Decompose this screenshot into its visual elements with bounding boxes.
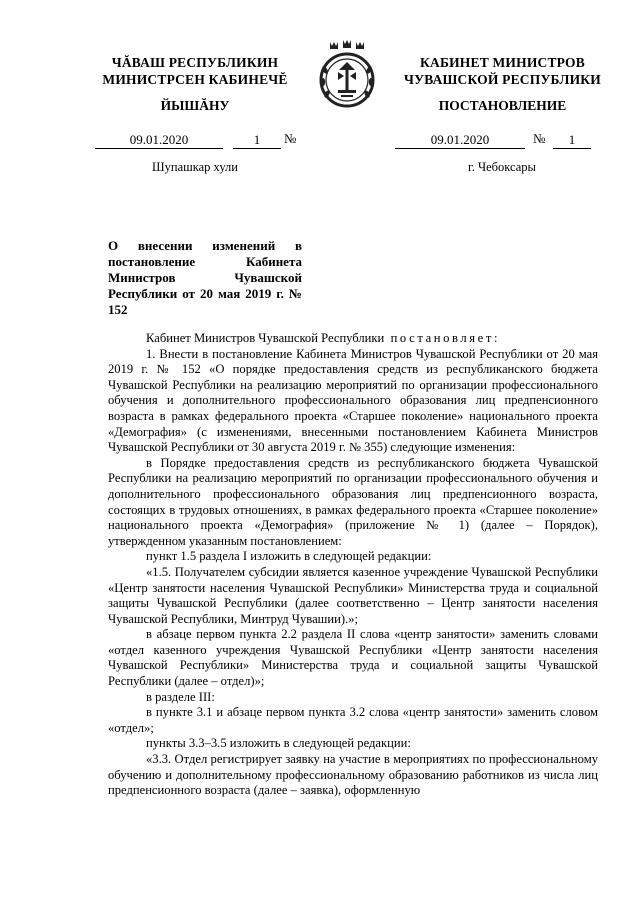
paragraph-order-intro: в Порядке предоставления средств из республиканского бюджета Чувашской Республики на реализацию мероприятий по организации профессионального обучения и дополнительного профессионального образования лиц предпенсионного возраста, состоящих в трудовых отношениях, в рамках федерального проекта «Старшее поколение» национального проекта «Демография» (приложение № 1) (далее – Порядок), утвержденном указанным постановлением: [108,455,598,548]
intro-verb: постановляет: [390,331,501,345]
registration-left-date: 09.01.2020 [95,132,223,149]
chuvash-republic-coat-of-arms-icon [316,40,378,110]
registration-right-date: 09.01.2020 [395,132,525,149]
number-sign-left: № [284,131,297,146]
doctype-left: ЙЫШĂНУ [160,98,230,113]
header-right-line1: КАБИНЕТ МИНИСТРОВ [420,55,585,70]
header-left-block [95,54,295,88]
paragraph-point-2-2: в абзаце первом пункта 2.2 раздела II слова «центр занятости» заменить словами «отдел казенного учреждения Чувашской Республики «Центр занятости населения Чувашской Республики» Министерства труда и социальной защиты Чувашской Республики (далее – отдел)»; [108,627,598,689]
paragraph-point-3-1: в пункте 3.1 и абзаце первом пункта 3.2 слова «центр занятости» заменить словом «отдел»; [108,705,598,735]
registration-right-number: 1 [553,132,591,149]
paragraph-item-1: 1. Внести в постановление Кабинета Министров Чувашской Республики от 20 мая 2019 г. № 152 «О порядке предоставления средств из республиканского бюджета Чувашской Республики на реализацию мероприятий по организации профессионального обучения и дополнительного профессионального образования лиц предпенсионного возраста в рамках федерального проекта «Старшее поколение» национального проекта «Демография» (с изменениями, внесенными постановлением Кабинета Министров Чувашской Республики от 30 августа 2019 г. № 355) следующие изменения: [108,346,598,455]
number-sign-right: № [533,131,546,146]
header-right-block [390,54,615,88]
paragraph-point-3-3-text: «3.3. Отдел регистрирует заявку на участие в мероприятиях по профессиональному обучению и дополнительному профессиональному образованию работников из числа лиц предпенсионного возраста (далее – заявка), оформленную [108,752,598,798]
registration-right [395,131,605,149]
paragraph-points-3-3-3-5: пункты 3.3–3.5 изложить в следующей редакции: [146,736,411,751]
header-left-line1: ЧĂВАШ РЕСПУБЛИКИН [111,55,279,70]
city-left: Шупашкар хули [152,160,238,174]
city-right: г. Чебоксары [468,160,536,174]
paragraph-point-1-5-text: «1.5. Получателем субсидии является казенное учреждение Чувашской Республики «Центр занятости населения Чувашской Республики» Министерства труда и социальной защиты Чувашской Республики (далее соответственно – Центр занятости населения Чувашской Республики, Минтруд Чувашии).»; [108,564,598,626]
doctype-right: ПОСТАНОВЛЕНИЕ [438,98,567,113]
intro-subject: Кабинет Министров Чувашской Республики [146,331,385,345]
header-left-line2: МИНИСТРСЕН КАБИНЕЧĔ [102,72,288,87]
paragraph-point-1-5: пункт 1.5 раздела I изложить в следующей редакции: [146,549,432,564]
registration-left [95,131,315,149]
header-right-line2: ЧУВАШСКОЙ РЕСПУБЛИКИ [404,72,601,87]
document-title: О внесении изменений в постановление Кабинета Министров Чувашской Республики от 20 мая 2019 г. № 152 [108,238,302,317]
document-body [108,331,598,799]
paragraph-section-3: в разделе III: [146,689,215,704]
registration-left-number: 1 [233,132,281,149]
intro-paragraph [108,331,598,347]
